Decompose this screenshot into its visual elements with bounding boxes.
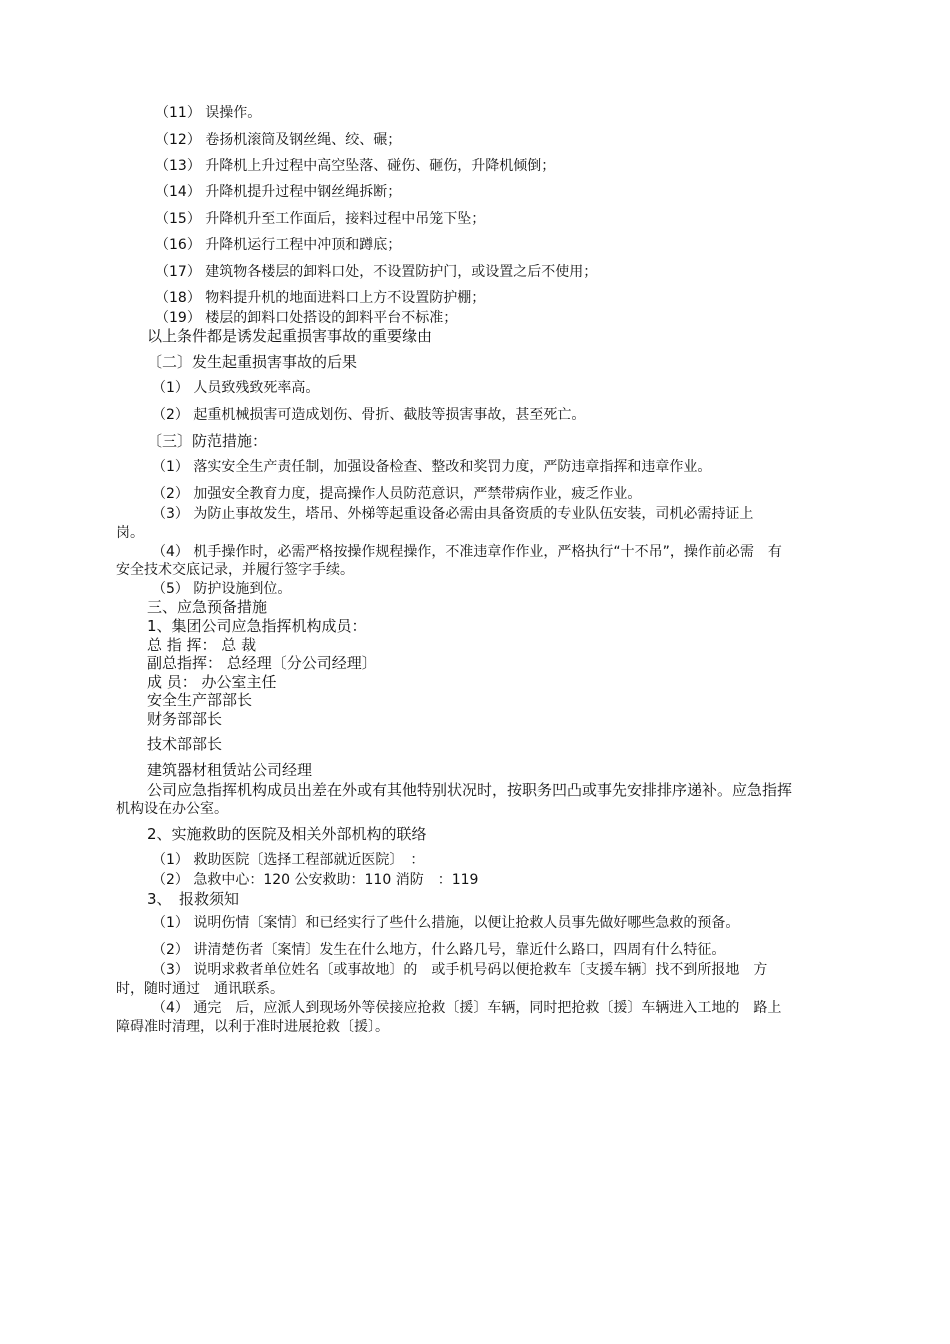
reporting-4-cont: 障碍准时清理，以利于准时进展抢救〔援〕。 [116, 1019, 389, 1035]
section-heading-contacts: 2、实施救助的医院及相关外部机构的联络 [147, 825, 427, 843]
item-18: （18） 物料提升机的地面进料口上方不设置防护棚； [155, 290, 486, 306]
succession-note-cont: 机构设在办公室。 [116, 801, 228, 817]
commander-line: 总 指 挥： 总 裁 [147, 636, 257, 654]
prevention-4-cont: 安全技术交底记录，并履行签字手续。 [116, 562, 354, 578]
reporting-2: （2） 讲清楚伤者〔案情〕发生在什么地方，什么路几号，靠近什么路口，四周有什么特征。 [152, 942, 726, 958]
member-finance-dept: 财务部部长 [147, 710, 223, 728]
member-safety-dept: 安全生产部部长 [147, 691, 253, 709]
reporting-1: （1） 说明伤情〔案情〕和已经实行了些什么措施，以便让抢救人员事先做好哪些急救的预备。 [152, 915, 740, 931]
section-heading-prevention: 〔三〕防范措施： [147, 432, 268, 450]
deputy-commander-line: 副总指挥： 总经理〔分公司经理〕 [147, 654, 377, 672]
item-14: （14） 升降机提升过程中钢丝绳拆断； [155, 184, 402, 200]
item-13: （13） 升降机上升过程中高空坠落、碰伤、砸伤，升降机倾倒； [155, 158, 556, 174]
contact-emergency-numbers: （2） 急救中心：120 公安救助：110 消防 ：119 [152, 872, 479, 888]
reporting-3: （3） 说明求救者单位姓名〔或事故地〕的 或手机号码以便抢救车〔支援车辆〕找不到所报地 方 [152, 962, 768, 978]
prevention-4: （4） 机手操作时，必需严格按操作规程操作，不准违章作作业，严格执行“十不吊”，操作前必需 有 [152, 544, 782, 560]
prevention-3-cont: 岗。 [116, 525, 144, 541]
reporting-4: （4） 通完 后，应派人到现场外等侯接应抢救〔援〕车辆，同时把抢救〔援〕车辆进入工地的 路上 [152, 1000, 782, 1016]
command-members-heading: 1、集团公司应急指挥机构成员： [147, 617, 367, 635]
members-line: 成 员： 办公室主任 [147, 673, 277, 691]
item-16: （16） 升降机运行工程中冲顶和蹲底； [155, 237, 402, 253]
consequence-1: （1） 人员致残致死率高。 [152, 380, 320, 396]
reporting-3-cont: 时，随时通过 通讯联系。 [116, 981, 284, 997]
section-heading-emergency: 三、应急预备措施 [147, 598, 268, 616]
item-15: （15） 升降机升至工作面后，接料过程中吊笼下坠； [155, 211, 486, 227]
prevention-3: （3） 为防止事故发生，塔吊、外梯等起重设备必需由具备资质的专业队伍安装，司机必需持证上 [152, 506, 754, 522]
causes-summary: 以上条件都是诱发起重损害事故的重要缘由 [147, 327, 433, 345]
section-heading-reporting: 3、 报救须知 [147, 890, 240, 908]
prevention-2: （2） 加强安全教育力度，提高操作人员防范意识，严禁带病作业，疲乏作业。 [152, 486, 642, 502]
prevention-5: （5） 防护设施到位。 [152, 581, 292, 597]
item-11: （11） 误操作。 [155, 105, 262, 121]
contact-hospital: （1） 救助医院〔选择工程部就近医院〕 ： [152, 852, 425, 868]
item-12: （12） 卷扬机滚筒及钢丝绳、绞、碾； [155, 132, 402, 148]
succession-note: 公司应急指挥机构成员出差在外或有其他特别状况时，按职务凹凸或事先安排排序递补。应急指挥 [147, 781, 793, 799]
prevention-1: （1） 落实安全生产责任制，加强设备检查、整改和奖罚力度，严防违章指挥和违章作业。 [152, 459, 712, 475]
item-17: （17） 建筑物各楼层的卸料口处，不设置防护门，或设置之后不使用； [155, 264, 598, 280]
consequence-2: （2） 起重机械损害可造成划伤、骨折、截肢等损害事故，甚至死亡。 [152, 407, 586, 423]
section-heading-consequences: 〔二〕发生起重损害事故的后果 [147, 353, 358, 371]
item-19: （19） 楼层的卸料口处搭设的卸料平台不标准； [155, 310, 458, 326]
member-leasing-manager: 建筑器材租赁站公司经理 [147, 761, 313, 779]
member-tech-dept: 技术部部长 [147, 735, 223, 753]
